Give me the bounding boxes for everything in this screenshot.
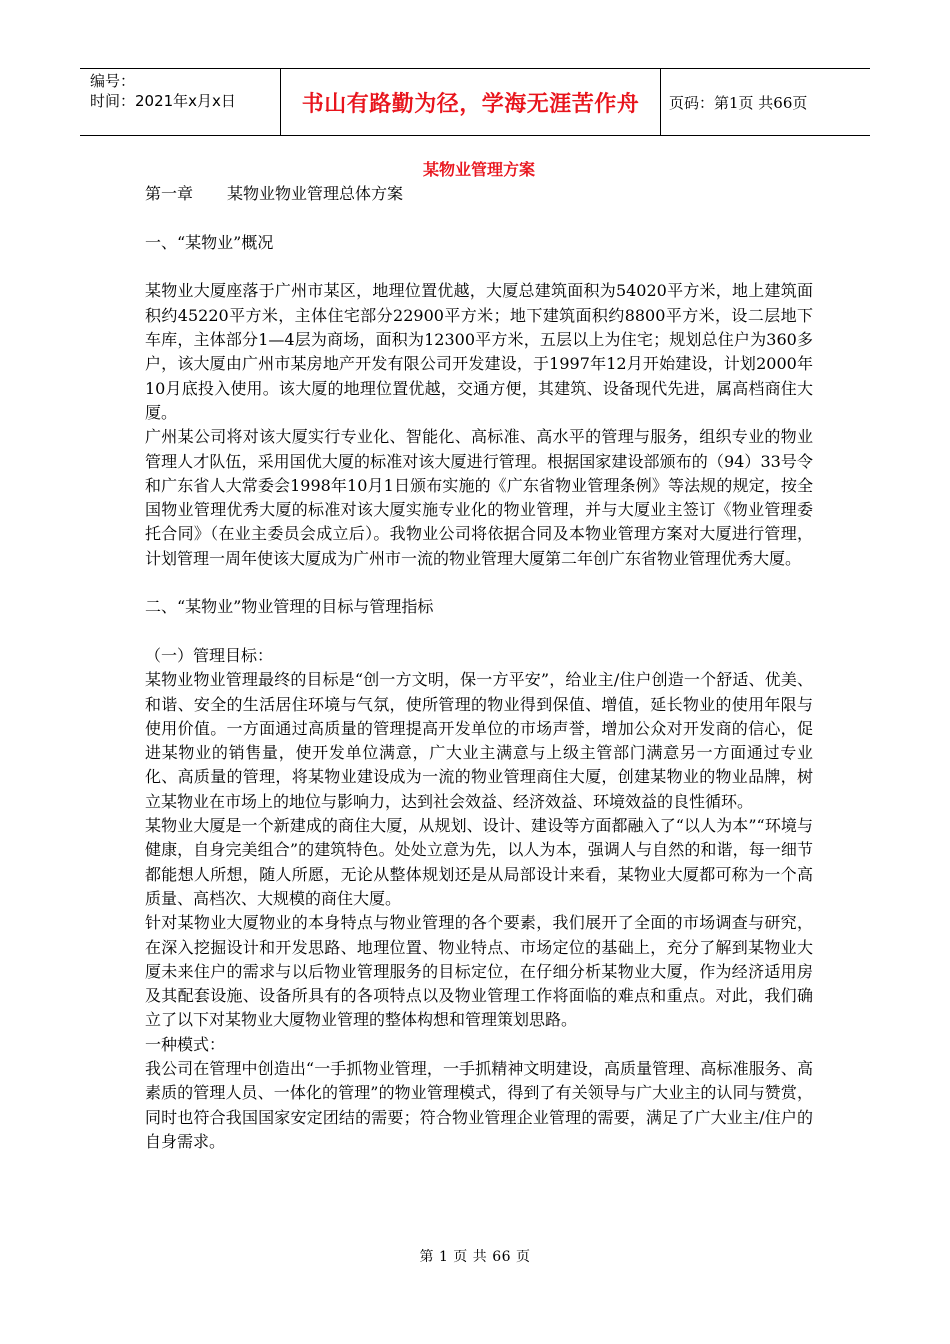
paragraph: 广州某公司将对该大厦实行专业化、智能化、高标准、高水平的管理与服务，组织专业的物业管理人才队伍，采用国优大厦的标准对该大厦进行管理。根据国家建设部颁布的（94）33号令和广东省人大常委会1998年10月1日颁布实施的《广东省物业管理条例》等法规的规定，按全国物业管理优秀大厦的标准对该大厦实施专业化的物业管理，并与大厦业主签订《物业管理委托合同》（在业主委员会成立后）。我物业公司将依据合同及本物业管理方案对大厦进行管理，计划管理一周年使该大厦成为广州市一流的物业管理大厦第二年创广东省物业管理优秀大厦。 <box>145 427 813 568</box>
paragraph: 某物业物业管理最终的目标是“创一方文明，保一方平安”，给业主/住户创造一个舒适、优美、和谐、安全的生活居住环境与气氛，使所管理的物业得到保值、增值，延长物业的使用年限与使用价值。一方面通过高质量的管理提高开发单位的市场声誉，增加公众对开发商的信心，促进某物业的销售量，使开发单位满意，广大业主满意与上级主管部门满意另一方面通过专业化、高质量的管理，将某物业建设成为一流的物业管理商住大厦，创建某物业的物业品牌，树立某物业在市场上的地位与影响力，达到社会效益、经济效益、环境效益的良性循环。 <box>145 670 813 811</box>
document-number-label: 编号： <box>90 72 136 90</box>
paragraph: 某物业大厦座落于广州市某区，地理位置优越，大厦总建筑面积为54020平方米，地上建筑面积约45220平方米，主体住宅部分22900平方米；地下建筑面积约8800平方米，设二层地下车库，主体部分1—4层为商场，面积为12300平方米，五层以上为住宅；规划总住户为360多户，该大厦由广州市某房地产开发有限公司开发建设，于1997年12月开始建设，计划2000年10月底投入使用。该大厦的地理位置优越，交通方便，其建筑、设备现代先进，属高档商住大厦。 <box>145 281 813 422</box>
header-motto-cell <box>281 69 661 135</box>
paragraph: 针对某物业大厦物业的本身特点与物业管理的各个要素，我们展开了全面的市场调查与研究，在深入挖掘设计和开发思路、地理位置、物业特点、市场定位的基础上，充分了解到某物业大厦未来住户的需求与以后物业管理服务的目标定位，在仔细分析某物业大厦，作为经济适用房及其配套设施、设备所具有的各项特点以及物业管理工作将面临的难点和重点。对此，我们确立了以下对某物业大厦物业管理的整体构想和管理策划思路。 <box>145 913 813 1030</box>
document-header <box>80 68 870 136</box>
chapter-title: 某物业物业管理总体方案 <box>227 184 404 204</box>
chapter-number: 第一章 <box>145 184 194 204</box>
header-page-cell <box>661 69 870 135</box>
paragraph: 我公司在管理中创造出“一手抓物业管理，一手抓精神文明建设，高质量管理、高标准服务、高素质的管理人员、一体化的管理”的物业管理模式，得到了有关领导与广大业主的认同与赞赏，同时也符合我国国家安定团结的需要；符合物业管理企业管理的需要，满足了广大业主/住户的自身需求。 <box>145 1058 813 1151</box>
chapter-heading <box>145 182 813 206</box>
document-time-label: 时间：2021年x月x日 <box>90 92 236 110</box>
subsection-heading: （一）管理目标： <box>145 645 274 665</box>
header-motto: 书山有路勤为径，学海无涯苦作舟 <box>301 91 640 117</box>
header-page-info: 页码：第1页 共66页 <box>669 93 808 112</box>
subsection-heading: 一种模式： <box>145 1034 226 1054</box>
page-footer: 第 1 页 共 66 页 <box>419 1249 531 1265</box>
paragraph: 某物业大厦是一个新建成的商住大厦，从规划、设计、建设等方面都融入了“以人为本”“环境与健康，自身完美组合”的建筑特色。处处立意为先，以人为本，强调人与自然的和谐，每一细节都能想人所想，随人所愿，无论从整体规划还是从局部设计来看，某物业大厦都可称为一个高质量、高档次、大规模的商住大厦。 <box>145 816 813 908</box>
section-heading: 二、“某物业”物业管理的目标与管理指标 <box>145 597 434 617</box>
document-body <box>145 158 813 1154</box>
section-heading: 一、“某物业”概况 <box>145 232 274 252</box>
document-title: 某物业管理方案 <box>422 160 535 179</box>
header-meta-cell <box>80 69 281 135</box>
